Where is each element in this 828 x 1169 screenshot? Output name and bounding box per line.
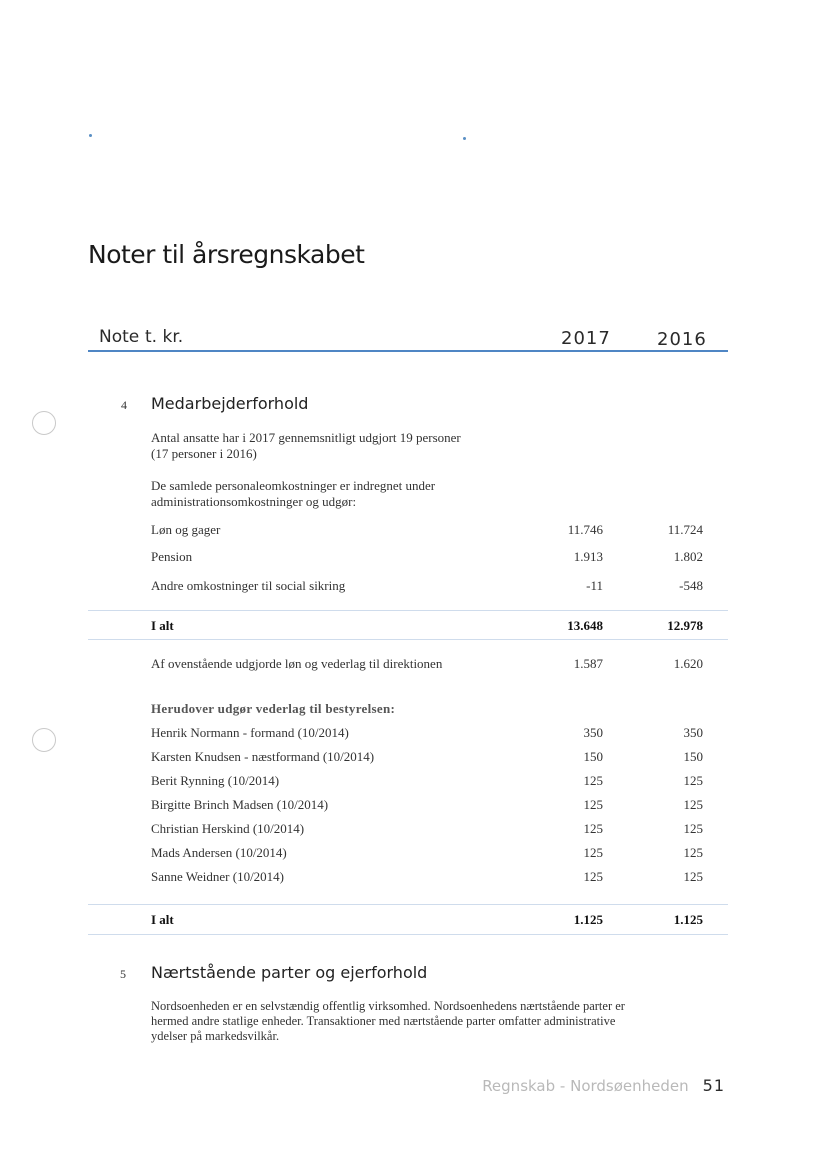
row-value-2017: 150 — [583, 749, 603, 764]
total-row — [151, 618, 703, 636]
paragraph-line: administrationsomkostninger og udgør: — [151, 494, 357, 509]
board-row — [151, 749, 703, 767]
note-5-title: Nærtstående parter og ejerforhold — [151, 963, 428, 982]
footer-text: Regnskab - Nordsøenheden — [482, 1077, 689, 1095]
table-row — [151, 549, 703, 567]
row-value-2016: 1.620 — [673, 656, 703, 671]
row-value-2016: 125 — [683, 845, 703, 860]
row-label: Pension — [151, 549, 193, 564]
punch-hole — [32, 411, 56, 435]
paragraph-line: Antal ansatte har i 2017 gennemsnitligt udgjort 19 personer — [151, 430, 461, 445]
row-value-2017: 125 — [583, 773, 603, 788]
note-5-paragraph — [151, 999, 625, 1044]
total-rule-bottom — [88, 934, 728, 935]
paragraph-line: De samlede personaleomkostninger er indregnet under — [151, 478, 436, 493]
page-number: 51 — [702, 1076, 725, 1095]
paragraph-line: (17 personer i 2016) — [151, 446, 257, 461]
punch-hole — [32, 728, 56, 752]
row-value-2016: 125 — [683, 821, 703, 836]
row-value-2017: 11.746 — [567, 522, 603, 537]
row-value-2017: 125 — [583, 797, 603, 812]
total-value-2016: 12.978 — [667, 618, 703, 633]
page-footer — [482, 1076, 725, 1095]
header-rule — [88, 350, 728, 352]
row-value-2016: 125 — [683, 797, 703, 812]
total-label: I alt — [151, 618, 174, 633]
row-value-2017: 125 — [583, 845, 603, 860]
total-rule-bottom — [88, 639, 728, 640]
board-row — [151, 869, 703, 887]
scan-dot — [463, 137, 466, 140]
total-label: I alt — [151, 912, 174, 927]
total-value-2017: 13.648 — [567, 618, 603, 633]
paragraph-line: Nordsoenheden er en selvstændig offentlig virksomhed. Nordsoenhedens nærtstående parter er — [151, 999, 625, 1013]
row-label: Henrik Normann - formand (10/2014) — [151, 725, 349, 740]
row-value-2016: 125 — [683, 773, 703, 788]
row-label: Mads Andersen (10/2014) — [151, 845, 287, 860]
paragraph-line: ydelser på markedsvilkår. — [151, 1029, 280, 1043]
board-row — [151, 773, 703, 791]
table-row — [151, 522, 703, 540]
header-year-2016: 2016 — [657, 329, 707, 350]
row-label: Christian Herskind (10/2014) — [151, 821, 305, 836]
row-value-2016: 150 — [683, 749, 703, 764]
direktion-row — [151, 656, 703, 674]
total-value-2016: 1.125 — [673, 912, 703, 927]
page-title: Noter til årsregnskabet — [88, 240, 365, 269]
row-label: Sanne Weidner (10/2014) — [151, 869, 285, 884]
row-value-2016: 125 — [683, 869, 703, 884]
row-label: Berit Rynning (10/2014) — [151, 773, 280, 788]
total-rule-top — [88, 904, 728, 905]
table-row — [151, 578, 703, 596]
board-heading: Herudover udgør vederlag til bestyrelsen: — [151, 701, 396, 716]
board-row — [151, 797, 703, 815]
row-value-2017: 1.587 — [573, 656, 603, 671]
board-row — [151, 821, 703, 839]
row-value-2017: -11 — [586, 578, 603, 593]
note-4-title: Medarbejderforhold — [151, 394, 309, 413]
board-row — [151, 845, 703, 863]
note-4-paragraph-1 — [151, 430, 461, 462]
header-year-2017: 2017 — [561, 328, 611, 349]
row-value-2016: -548 — [679, 578, 703, 593]
row-value-2017: 125 — [583, 869, 603, 884]
note-4-paragraph-2 — [151, 478, 435, 510]
paragraph-line: hermed andre statlige enheder. Transaktioner med nærtstående parter omfatter administrative — [151, 1014, 616, 1028]
board-row — [151, 725, 703, 743]
row-label: Andre omkostninger til social sikring — [151, 578, 346, 593]
row-value-2016: 11.724 — [667, 522, 703, 537]
header-note: Note — [99, 327, 140, 347]
total-rule-top — [88, 610, 728, 611]
scan-dot — [89, 134, 92, 137]
row-label: Karsten Knudsen - næstformand (10/2014) — [151, 749, 375, 764]
row-value-2017: 350 — [583, 725, 603, 740]
row-value-2016: 350 — [683, 725, 703, 740]
note-4-number: 4 — [121, 398, 127, 412]
total-row — [151, 912, 703, 930]
row-value-2017: 1.913 — [573, 549, 603, 564]
note-5-number: 5 — [120, 967, 126, 981]
header-unit: t. kr. — [145, 327, 184, 347]
row-value-2017: 125 — [583, 821, 603, 836]
total-value-2017: 1.125 — [573, 912, 603, 927]
row-label: Løn og gager — [151, 522, 221, 537]
row-value-2016: 1.802 — [673, 549, 703, 564]
row-label: Af ovenstående udgjorde løn og vederlag til direktionen — [151, 656, 443, 671]
row-label: Birgitte Brinch Madsen (10/2014) — [151, 797, 329, 812]
